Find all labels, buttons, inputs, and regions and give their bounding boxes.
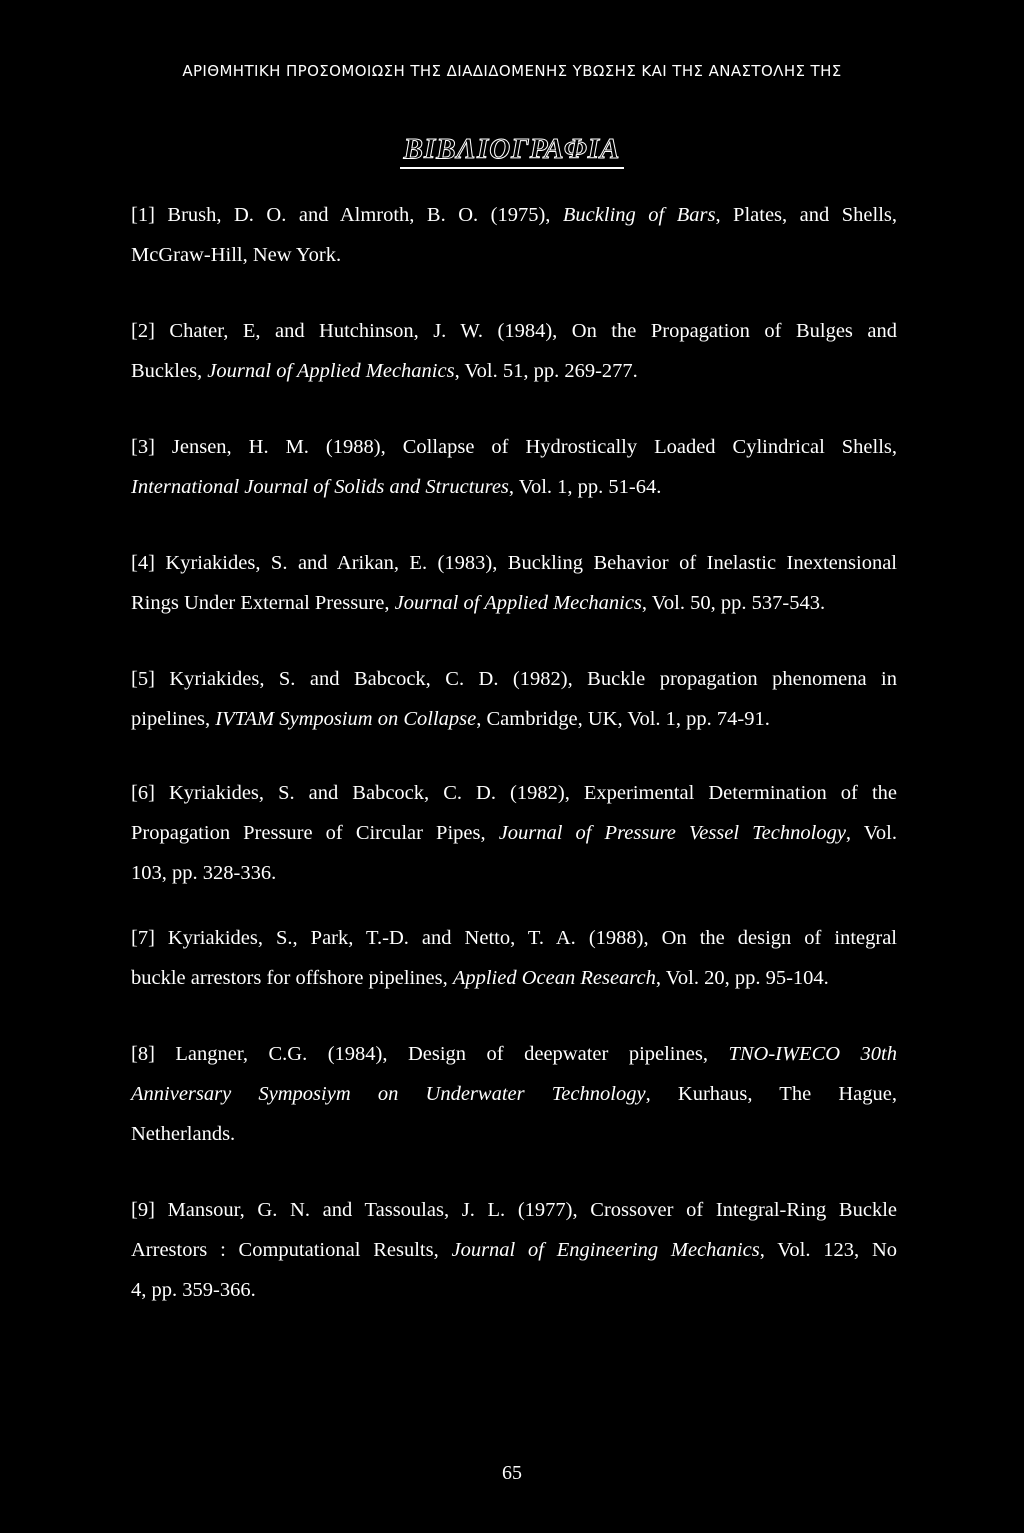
reference-line [131,853,897,893]
reference-line [131,659,897,699]
reference-source-title: International Journal of Solids and Structures [131,476,509,498]
reference-text: [8] Langner, C.G. (1984), Design of deepwater pipelines, [131,1043,729,1065]
reference-text: , Vol. 51, pp. 269-277. [454,360,638,382]
reference-source-title: Anniversary Symposiym on Underwater Technology [131,1083,646,1105]
reference-item [131,1190,897,1310]
reference-line [131,1074,897,1114]
reference-text: , Vol. 20, pp. 95-104. [655,967,829,989]
reference-line [131,1114,897,1154]
reference-text: , Vol. [845,822,897,844]
reference-line [131,235,897,275]
reference-text: , Vol. 1, pp. 51-64. [508,476,662,498]
reference-text: 4, pp. 359-366. [131,1279,256,1301]
reference-text: , Vol. 123, No [759,1239,898,1261]
reference-source-title: TNO-IWECO 30th [728,1043,897,1065]
reference-text: [3] Jensen, H. M. (1988), Collapse of Hydrostically Loaded Cylindrical Shells, [131,436,897,458]
reference-item [131,659,897,739]
reference-line [131,583,897,623]
reference-text: Buckles, [131,360,208,382]
reference-source-title: Journal of Pressure Vessel Technology [498,822,846,844]
section-title [0,132,1024,169]
reference-text: pipelines, [131,708,216,730]
reference-line [131,351,897,391]
reference-line [131,1230,897,1270]
reference-item [131,1034,897,1154]
reference-text: [1] Brush, D. O. and Almroth, B. O. (1975), [131,204,563,226]
reference-item [131,918,897,998]
reference-text: , Kurhaus, The Hague, [645,1083,897,1105]
reference-source-title: IVTAM Symposium on Collapse [215,708,477,730]
reference-line [131,427,897,467]
reference-text: , Cambridge, UK, Vol. 1, pp. 74-91. [476,708,770,730]
reference-line [131,918,897,958]
reference-item [131,311,897,391]
reference-text: Propagation Pressure of Circular Pipes, [131,822,499,844]
reference-line [131,311,897,351]
reference-source-title: Buckling of Bars [562,204,716,226]
reference-text: [6] Kyriakides, S. and Babcock, C. D. (1982), Experimental Determination of the [131,782,897,804]
reference-item [131,543,897,623]
reference-item [131,427,897,507]
reference-text: [5] Kyriakides, S. and Babcock, C. D. (1982), Buckle propagation phenomena in [131,668,897,690]
reference-text: Rings Under External Pressure, [131,592,395,614]
reference-source-title: Journal of Engineering Mechanics [451,1239,760,1261]
reference-text: [4] Kyriakides, S. and Arikan, E. (1983), Buckling Behavior of Inelastic Inextensional [131,552,897,574]
reference-text: McGraw-Hill, New York. [131,244,342,266]
reference-line [131,699,897,739]
reference-text: [7] Kyriakides, S., Park, T.-D. and Netto, T. A. (1988), On the design of integral [131,927,897,949]
page-number: 65 [502,1462,522,1484]
reference-text: , Plates, and Shells, [715,204,897,226]
reference-text: Arrestors : Computational Results, [131,1239,452,1261]
reference-line [131,1270,897,1310]
reference-item [131,195,897,275]
reference-line [131,195,897,235]
reference-text: [9] Mansour, G. N. and Tassoulas, J. L. (1977), Crossover of Integral-Ring Buckle [131,1199,897,1221]
reference-line [131,543,897,583]
reference-source-title: Journal of Applied Mechanics [207,360,455,382]
reference-source-title: Applied Ocean Research [452,967,656,989]
section-title-text: ΒΙΒΛΙΟΓΡΑΦΙΑ [400,132,625,169]
reference-text: buckle arrestors for offshore pipelines, [131,967,453,989]
reference-text: , Vol. 50, pp. 537-543. [641,592,826,614]
reference-line [131,773,897,813]
reference-item [131,773,897,893]
reference-line [131,1034,897,1074]
running-header: ΑΡΙΘΜΗΤΙΚΗ ΠΡΟΣΟΜΟΙΩΣΗ ΤΗΣ ΔΙΑΔΙΔΟΜΕΝΗΣ ΥΒΩΣΗΣ ΚΑΙ ΤΗΣ ΑΝΑΣΤΟΛΗΣ ΤΗΣ [182,62,842,80]
reference-text: [2] Chater, E, and Hutchinson, J. W. (1984), On the Propagation of Bulges and [131,320,897,342]
reference-line [131,958,897,998]
reference-line [131,1190,897,1230]
reference-line [131,467,897,507]
reference-text: 103, pp. 328-336. [131,862,277,884]
reference-line [131,813,897,853]
reference-text: Netherlands. [131,1123,236,1145]
reference-source-title: Journal of Applied Mechanics [394,592,642,614]
